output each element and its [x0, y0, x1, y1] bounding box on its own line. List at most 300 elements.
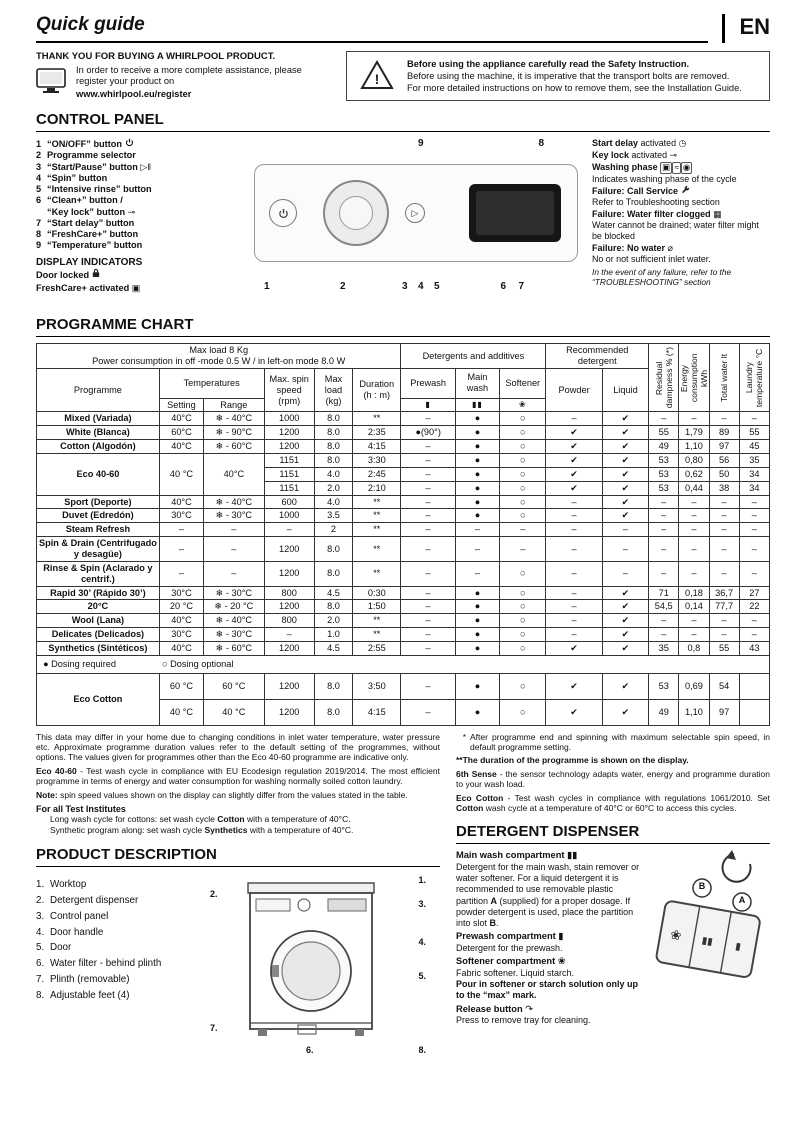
value-cell: ✔ [602, 481, 648, 495]
value-cell: 55 [709, 641, 739, 655]
value-cell: – [709, 537, 739, 562]
value-cell: – [500, 523, 546, 537]
value-cell: 0,69 [679, 673, 709, 699]
value-cell: 53 [649, 467, 679, 481]
header-main-wash: Main wash [455, 368, 499, 398]
value-cell: 8.0 [314, 673, 352, 699]
value-cell: – [546, 509, 602, 523]
value-cell: – [546, 537, 602, 562]
header-temperatures: Temperatures [159, 368, 264, 398]
note-6th-sense: 6th Sense - the sensor technology adapts water, energy and programme duration to your wash load. [456, 768, 771, 790]
value-cell: 35 [649, 641, 679, 655]
header-max-load-kg: Max load (kg) [314, 368, 352, 411]
value-cell: ✔ [546, 481, 602, 495]
value-cell: – [602, 561, 648, 586]
value-cell: – [709, 561, 739, 586]
table-row [37, 523, 770, 537]
value-cell: ✔ [602, 467, 648, 481]
test-institutes-title: For all Test Institutes [36, 803, 126, 814]
softener-icon: ❀ [500, 398, 546, 412]
programme-name-cell: Eco Cotton [37, 673, 160, 725]
value-cell: – [401, 641, 455, 655]
value-cell: ** [353, 495, 401, 509]
product-list-item: 7. Plinth (removable) [36, 974, 130, 986]
value-cell: ** [353, 561, 401, 586]
value-cell: ✔ [602, 586, 648, 600]
programme-name-cell: Rinse & Spin (Aclarado y centrif.) [37, 561, 160, 586]
value-cell: – [401, 600, 455, 614]
value-cell: ● [455, 481, 499, 495]
value-cell: 800 [264, 614, 314, 628]
value-cell: ** [353, 412, 401, 426]
value-cell: ** [353, 523, 401, 537]
value-cell: – [649, 628, 679, 642]
prewash-compartment-label: Prewash compartment ▮ [456, 931, 564, 942]
note-eco-cotton: Eco Cotton - Test wash cycles in compliance with regulations 1061/2010. Set Cotton wash cycle at a temperature of 40°C or 60°C to access this cycles. [456, 792, 771, 813]
value-cell: ● [455, 673, 499, 699]
value-cell: 43 [739, 641, 769, 655]
value-cell: 600 [264, 495, 314, 509]
release-button-text: Press to remove tray for cleaning. [456, 1015, 591, 1026]
note-eco4060: Eco 40-60 - Test wash cycle in compliance with EU Ecodesign regulation 2019/2014. The most efficient programme in terms of energy and water consumption for washing normally soiled cotton laundry. [36, 765, 440, 787]
value-cell: – [649, 614, 679, 628]
table-row [37, 655, 770, 673]
washer-callout-2: 2. [210, 888, 218, 899]
value-cell: – [401, 509, 455, 523]
wash-phase-icon-2: ≈ [674, 162, 679, 173]
value-cell: ✔ [602, 453, 648, 467]
value-cell: 53 [649, 673, 679, 699]
value-cell: – [649, 537, 679, 562]
value-cell [739, 673, 769, 699]
value-cell: – [401, 614, 455, 628]
value-cell: 30°C [159, 586, 203, 600]
programme-name-cell: White (Blanca) [37, 426, 160, 440]
header-powder: Powder [546, 368, 602, 411]
button-icon: ▷‖ [140, 161, 152, 172]
value-cell: ●(90°) [401, 426, 455, 440]
value-cell: 40°C [159, 440, 203, 454]
value-cell: 4.0 [314, 495, 352, 509]
value-cell: ○ [500, 440, 546, 454]
value-cell: 40°C [159, 495, 203, 509]
value-cell: 97 [709, 699, 739, 725]
value-cell: – [709, 495, 739, 509]
header-prewash: Prewash [401, 368, 455, 398]
value-cell: ✔ [546, 699, 602, 725]
washer-callout-1: 1. [418, 874, 426, 885]
value-cell: – [204, 523, 264, 537]
value-cell: ** [353, 628, 401, 642]
value-cell: ✔ [602, 495, 648, 509]
value-cell: 1,79 [679, 426, 709, 440]
value-cell: – [679, 495, 709, 509]
register-url[interactable]: www.whirlpool.eu/register [76, 89, 192, 100]
value-cell: 36,7 [709, 586, 739, 600]
value-cell: 800 [264, 586, 314, 600]
value-cell: – [709, 628, 739, 642]
value-cell: 1151 [264, 467, 314, 481]
value-cell: 2.0 [314, 614, 352, 628]
value-cell: – [546, 614, 602, 628]
value-cell: ○ [500, 509, 546, 523]
value-cell: – [455, 537, 499, 562]
register-block [36, 51, 332, 101]
value-cell: 1,10 [679, 440, 709, 454]
programme-name-cell: Spin & Drain (Centrifugado y desagüe) [37, 537, 160, 562]
value-cell: ✔ [602, 509, 648, 523]
value-cell: – [401, 481, 455, 495]
control-panel-section [36, 138, 770, 306]
water-filter-icon: ▦ [713, 209, 722, 220]
value-cell: – [401, 453, 455, 467]
value-cell: 8.0 [314, 412, 352, 426]
value-cell: 1200 [264, 561, 314, 586]
value-cell: – [709, 509, 739, 523]
value-cell: 77,7 [709, 600, 739, 614]
value-cell: 49 [649, 440, 679, 454]
value-cell: 53 [649, 453, 679, 467]
callout-3: 3 [402, 281, 408, 293]
safety-warning-box [346, 51, 770, 101]
value-cell: – [204, 561, 264, 586]
detergent-dispenser-title: DETERGENT DISPENSER [456, 823, 770, 844]
control-button-item: 3 “Start/Pause” button ▷‖ [36, 161, 152, 172]
prewash-compartment-text: Detergent for the prewash. [456, 942, 563, 953]
value-cell: ❄ - 30°C [204, 586, 264, 600]
value-cell: ● [455, 614, 499, 628]
value-cell: 45 [739, 440, 769, 454]
on-off-button[interactable] [269, 199, 297, 227]
table-row [37, 440, 770, 454]
control-button-item: 2 Programme selector [36, 150, 136, 161]
value-cell: 40 °C [159, 699, 203, 725]
value-cell: 40 °C [159, 453, 203, 495]
warning-line-1: Before using the appliance carefully read the Safety Instruction. [407, 59, 690, 69]
value-cell: 2:35 [353, 426, 401, 440]
softener-compartment-icon: ❀ [557, 956, 566, 967]
value-cell: 1.0 [314, 628, 352, 642]
value-cell: 0:30 [353, 586, 401, 600]
value-cell: – [455, 523, 499, 537]
value-cell: 3.5 [314, 509, 352, 523]
programme-table [36, 343, 770, 725]
value-cell: ❄ - 30°C [204, 509, 264, 523]
partition-a-label: A [738, 895, 746, 906]
monitor-icon [36, 65, 70, 101]
value-cell: – [739, 614, 769, 628]
control-button-item: 7 “Start delay” button [36, 217, 135, 228]
value-cell: 40°C [159, 412, 203, 426]
value-cell: 2:45 [353, 467, 401, 481]
value-cell: 1200 [264, 600, 314, 614]
value-cell: – [159, 537, 203, 562]
value-cell: ● [455, 509, 499, 523]
table-row [37, 537, 770, 562]
register-text-1: In order to receive a more complete assistance, [76, 64, 272, 75]
main-wash-icon: ▮▮ [455, 398, 499, 412]
value-cell: ○ [500, 495, 546, 509]
value-cell: – [649, 561, 679, 586]
svg-text:!: ! [374, 70, 380, 87]
product-list-item: 3. Control panel [36, 910, 109, 922]
header-residual-dampness: Residual dampness % (*) [649, 344, 679, 412]
value-cell: 1200 [264, 673, 314, 699]
svg-text:▮: ▮ [734, 941, 742, 954]
programme-name-cell: Eco 40-60 [37, 453, 160, 495]
value-cell: ● [455, 495, 499, 509]
value-cell: ❄ - 40°C [204, 412, 264, 426]
softener-compartment-text: Fabric softener. Liquid starch. [456, 967, 575, 978]
control-button-item: 8 “FreshCare+” button [36, 228, 139, 239]
value-cell: ● [455, 628, 499, 642]
value-cell: 8.0 [314, 600, 352, 614]
programme-selector-knob[interactable] [323, 180, 389, 246]
dispenser-section [456, 850, 770, 1026]
value-cell [739, 699, 769, 725]
main-wash-compartment-label: Main wash compartment ▮▮ [456, 850, 578, 861]
button-icon: ⊸ [127, 206, 136, 217]
value-cell: – [679, 537, 709, 562]
header-max-load: Max load 8 Kg Power consumption in off -mode 0.5 W / in left-on mode 8.0 W [37, 344, 401, 369]
value-cell: 20 °C [159, 600, 203, 614]
warning-triangle-icon [357, 60, 397, 93]
value-cell: 40°C [159, 614, 203, 628]
value-cell: 22 [739, 600, 769, 614]
dispenser-illustration [652, 850, 770, 1000]
value-cell: – [649, 509, 679, 523]
programme-name-cell: Duvet (Edredón) [37, 509, 160, 523]
table-row [37, 412, 770, 426]
value-cell: ✔ [546, 641, 602, 655]
display-indicator-descriptions: Start delay activated ◷ Key lock activated ⊸ Washing phase ▣ ≈ ◉ Indicates washing phase of the cycle Failure: Call Service Refer to Troubleshooting section Failure: Water filter clogged ▦ Water cannot be drained; water filter might be blocked Failure: No water ⌀ No or not sufficient inlet water. In the event of any failure, refer to the “TROUBLESHOOTING” section [592, 138, 770, 306]
value-cell: ● [455, 699, 499, 725]
bottom-section [36, 732, 770, 1059]
washer-callout-5: 5. [418, 970, 426, 981]
product-description-list [36, 873, 204, 1059]
main-wash-compartment-icon: ▮▮ [567, 850, 578, 861]
value-cell: ● [455, 426, 499, 440]
value-cell: – [401, 495, 455, 509]
value-cell: 60°C [159, 426, 203, 440]
value-cell: – [546, 586, 602, 600]
value-cell: ○ [500, 467, 546, 481]
value-cell: – [401, 537, 455, 562]
value-cell: – [709, 523, 739, 537]
value-cell: – [679, 412, 709, 426]
control-button-item: 4 “Spin” button [36, 172, 108, 183]
washer-callout-4: 4. [418, 936, 426, 947]
callout-2: 2 [340, 281, 346, 293]
header-setting: Setting [159, 398, 203, 412]
note-data-differ: This data may differ in your home due to changing conditions in inlet water temperature, water pressure etc. Approximate programme duration values refer to the default setting of the programmes, without options. The values given for programmes other than the Eco 40-60 programme are indicative only. [36, 731, 440, 763]
callout-6: 6 [500, 281, 506, 293]
note-double-star: **The duration of the programme is shown on the display. [456, 755, 689, 766]
table-row [37, 673, 770, 699]
value-cell: ❄ - 30°C [204, 628, 264, 642]
header-programme: Programme [37, 368, 160, 411]
callout-7: 7 [518, 281, 524, 293]
value-cell: ○ [500, 628, 546, 642]
value-cell: 0,44 [679, 481, 709, 495]
product-list-item: 8. Adjustable feet (4) [36, 989, 130, 1001]
callout-8: 8 [538, 138, 544, 150]
table-row [37, 561, 770, 586]
value-cell: – [546, 600, 602, 614]
start-pause-button[interactable]: ▷ [405, 203, 425, 223]
value-cell: 56 [709, 453, 739, 467]
table-row [37, 426, 770, 440]
value-cell: ● [455, 440, 499, 454]
value-cell: – [679, 628, 709, 642]
programme-name-cell: Steam Refresh [37, 523, 160, 537]
value-cell: – [401, 467, 455, 481]
note-star: * After programme end and spinning with maximum selectable spin speed, in default programme setting. [462, 731, 770, 753]
value-cell: 0,80 [679, 453, 709, 467]
value-cell: 40°C [159, 641, 203, 655]
value-cell: 30°C [159, 509, 203, 523]
control-button-item: 6 “Clean+” button / “Key lock” button ⊸ [36, 195, 136, 217]
intro-section [36, 51, 770, 101]
value-cell: ○ [500, 600, 546, 614]
value-cell: 38 [709, 481, 739, 495]
softener-compartment-label: Softener compartment ❀ [456, 956, 566, 967]
value-cell: 60 °C [159, 673, 203, 699]
value-cell: ✔ [602, 628, 648, 642]
value-cell: – [739, 412, 769, 426]
value-cell: 2:55 [353, 641, 401, 655]
display-indicators-title: DISPLAY INDICATORS [36, 257, 143, 269]
value-cell: 60 °C [204, 673, 264, 699]
value-cell: 34 [739, 467, 769, 481]
control-button-item: 1 “ON/OFF” button [36, 138, 232, 150]
table-row [37, 453, 770, 467]
value-cell: – [679, 523, 709, 537]
value-cell: – [546, 412, 602, 426]
slot-b-label: B [698, 881, 706, 892]
value-cell: – [204, 537, 264, 562]
callout-1: 1 [264, 281, 270, 293]
value-cell: ● [455, 467, 499, 481]
value-cell: – [401, 561, 455, 586]
programme-name-cell: Rapid 30’ (Rápido 30’) [37, 586, 160, 600]
value-cell: 40°C [204, 453, 264, 495]
value-cell: 2 [314, 523, 352, 537]
value-cell: 8.0 [314, 699, 352, 725]
callout-5: 5 [434, 281, 440, 293]
display-screen [469, 184, 561, 242]
table-row [37, 628, 770, 642]
value-cell: 0,8 [679, 641, 709, 655]
product-list-item: 2. Detergent dispenser [36, 894, 139, 906]
value-cell: ○ [500, 614, 546, 628]
value-cell: 1151 [264, 453, 314, 467]
note-spin-speed: Note: spin speed values shown on the display can slightly differ from the values stated in the table. [36, 789, 408, 800]
header-softener: Softener [500, 368, 546, 398]
header-recommended: Recommended detergent [546, 344, 649, 369]
register-text-2: please register your product on [76, 64, 302, 87]
value-cell: ● [455, 412, 499, 426]
table-row [37, 614, 770, 628]
value-cell: ○ [500, 412, 546, 426]
header-max-spin: Max. spin speed (rpm) [264, 368, 314, 411]
value-cell: 1200 [264, 440, 314, 454]
value-cell: 8.0 [314, 426, 352, 440]
value-cell: ❄ - 20 °C [204, 600, 264, 614]
callout-4: 4 [418, 281, 424, 293]
page-title: Quick guide [36, 14, 708, 43]
washer-diagram [210, 873, 432, 1059]
value-cell: ✔ [602, 614, 648, 628]
value-cell: – [739, 628, 769, 642]
washer-callout-7: 7. [210, 1022, 218, 1033]
header-laundry-temp: Laundry temperature °C [739, 344, 769, 412]
value-cell: ** [353, 614, 401, 628]
value-cell: 0,14 [679, 600, 709, 614]
test-line-1: Long wash cycle for cottons: set wash cycle Cotton with a temperature of 40°C. [50, 813, 351, 824]
value-cell: 4.0 [314, 467, 352, 481]
thanks-text: THANK YOU FOR BUYING A WHIRLPOOL PRODUCT. [36, 51, 276, 62]
control-panel-buttons [36, 138, 232, 251]
value-cell: 3:50 [353, 673, 401, 699]
table-row [37, 600, 770, 614]
value-cell: ○ [500, 453, 546, 467]
value-cell: 4.5 [314, 641, 352, 655]
value-cell: 1200 [264, 699, 314, 725]
header-liquid: Liquid [602, 368, 648, 411]
warning-line-3: For more detailed instructions on how to remove them, see the Installation Guide. [407, 83, 742, 94]
wash-phase-icon-1: ▣ [662, 162, 671, 173]
value-cell: 4:15 [353, 440, 401, 454]
value-cell: ○ [500, 481, 546, 495]
header-total-water: Total water lt [709, 344, 739, 412]
value-cell: ● [455, 600, 499, 614]
panel-body [254, 164, 578, 262]
header-detergents: Detergents and additives [401, 344, 546, 369]
value-cell: – [679, 509, 709, 523]
header-range: Range [204, 398, 264, 412]
language-code: EN [722, 14, 770, 43]
value-cell: 8.0 [314, 440, 352, 454]
value-cell: ✔ [602, 412, 648, 426]
product-list-item: 4. Door handle [36, 926, 104, 938]
value-cell: ✔ [546, 467, 602, 481]
no-water-icon: ⌀ [667, 242, 673, 253]
value-cell: 1151 [264, 481, 314, 495]
value-cell: 54,5 [649, 600, 679, 614]
value-cell: ❄ - 40°C [204, 614, 264, 628]
value-cell: 89 [709, 426, 739, 440]
value-cell: 50 [709, 467, 739, 481]
programme-name-cell: 20°C [37, 600, 160, 614]
value-cell: ✔ [546, 440, 602, 454]
value-cell: 8.0 [314, 561, 352, 586]
value-cell: – [159, 523, 203, 537]
product-description-title: PRODUCT DESCRIPTION [36, 846, 440, 867]
release-button-icon: ↷ [525, 1003, 533, 1014]
value-cell: 1200 [264, 641, 314, 655]
value-cell: 1000 [264, 412, 314, 426]
control-button-item: 9 “Temperature” button [36, 240, 143, 251]
page-header [36, 14, 770, 43]
header-energy: Energy consumption kWh [679, 344, 709, 412]
value-cell: 1200 [264, 537, 314, 562]
table-row [37, 509, 770, 523]
value-cell: 53 [649, 481, 679, 495]
wash-phase-icon-3: ◉ [682, 162, 691, 173]
value-cell: – [739, 495, 769, 509]
value-cell: 27 [739, 586, 769, 600]
